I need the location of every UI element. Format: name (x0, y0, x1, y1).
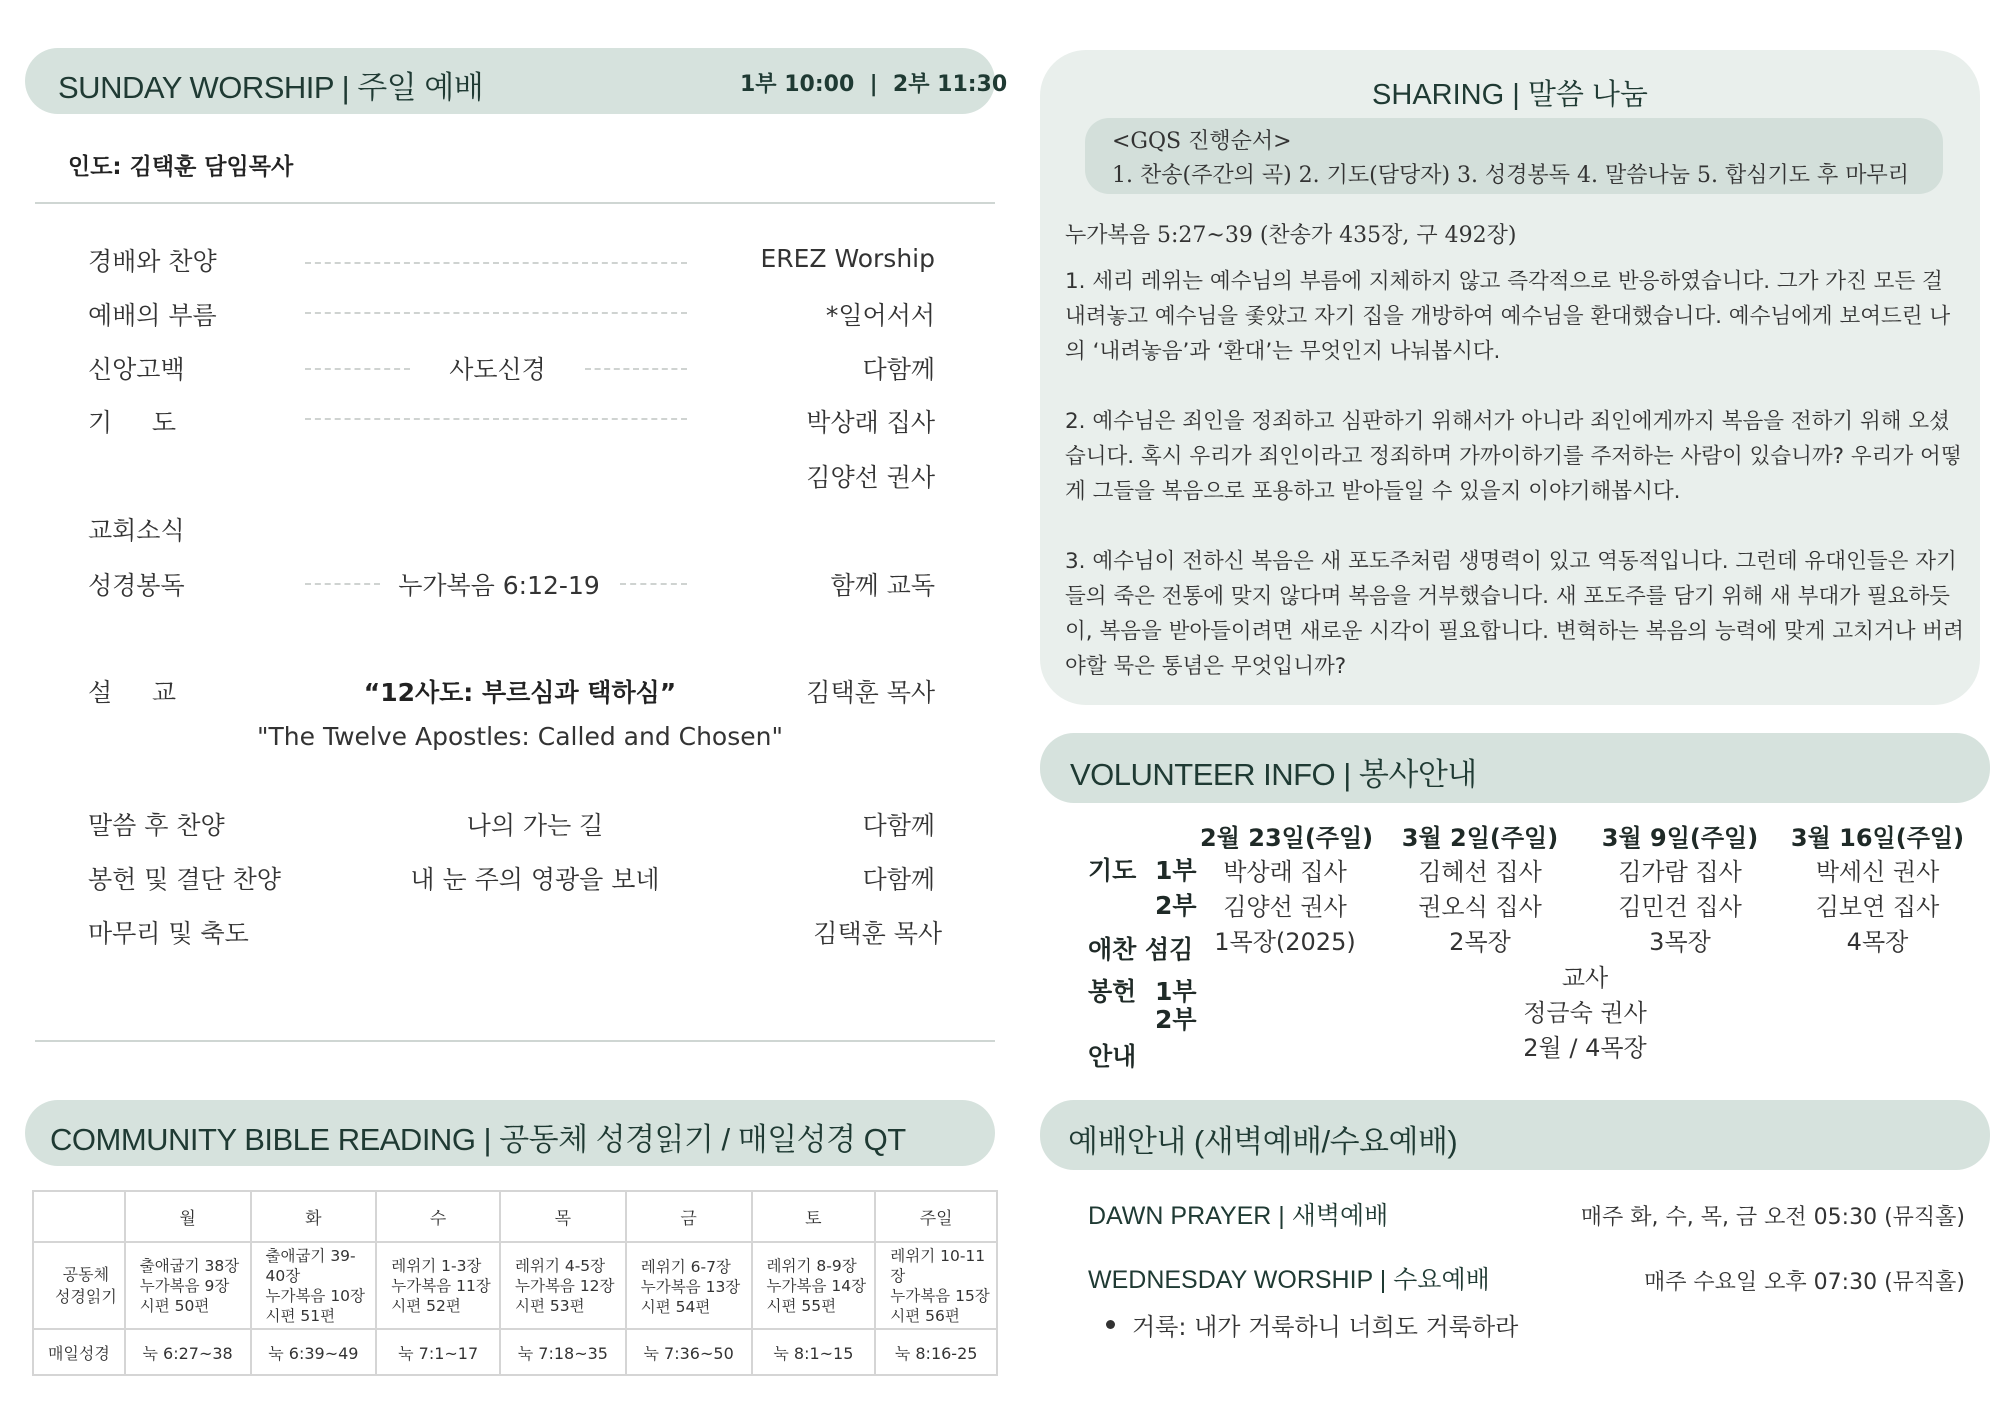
order-right: 김택훈 목사 (813, 919, 942, 948)
worship-times: 1부 10:00 | 2부 11:30 (740, 72, 1008, 97)
choir-cell: 4목장 (1846, 928, 1909, 956)
gqs-heading: <GQS 진행순서> (1112, 129, 1292, 154)
table-cell: 레위기 4-5장 누가복음 12장 시편 53편 (500, 1242, 626, 1329)
dotted-leader (620, 583, 687, 585)
sharing-title: SHARING | 말씀 나눔 (1372, 79, 1648, 111)
table-cell: 눅 6:27~38 (125, 1329, 251, 1375)
guide-cell: 2월 / 4목장 (1523, 1034, 1647, 1062)
prayer2-cell: 권오식 집사 (1418, 893, 1542, 921)
volunteer-date: 3월 16일(주일) (1790, 824, 1965, 852)
table-cell: 출애굽기 38장 누가복음 9장 시편 50편 (125, 1242, 251, 1329)
sharing-passage: 누가복음 5:27~39 (찬송가 435장, 구 492장) (1065, 223, 1517, 248)
day-header: 주일 (875, 1191, 997, 1242)
order-right: 김양선 권사 (806, 463, 935, 492)
day-header: 수 (376, 1191, 500, 1242)
volunteer-date: 2월 23일(주일) (1200, 824, 1374, 852)
wednesday-note: 거룩: 내가 거룩하니 너희도 거룩하라 (1132, 1313, 1519, 1341)
gqs-steps: 1. 찬송(주간의 곡) 2. 기도(담당자) 3. 성경봉독 4. 말씀나눔 5. 합심기도 후 마무리 (1112, 163, 1910, 188)
dotted-leader (305, 418, 687, 420)
dawn-label: DAWN PRAYER | 새벽예배 (1088, 1202, 1389, 1230)
order-right: 함께 교독 (830, 571, 935, 600)
sermon-title: “12사도: 부르심과 택하심” (363, 678, 677, 707)
order-label: 기 도 (88, 408, 177, 437)
label-choir: 애찬 섬김 (1088, 935, 1194, 964)
order-label: 신앙고백 (88, 355, 185, 384)
label-offering: 봉헌 (1088, 977, 1137, 1006)
choir-cell: 3목장 (1649, 928, 1711, 956)
order-label: 교회소식 (88, 516, 185, 545)
day-header: 금 (626, 1191, 752, 1242)
prayer1-cell: 김혜선 집사 (1418, 858, 1542, 886)
order-label: 봉헌 및 결단 찬양 (88, 865, 281, 894)
day-header: 월 (125, 1191, 251, 1242)
sharing-question: 1. 세리 레위는 예수님의 부름에 지체하지 않고 즉각적으로 반응하였습니다. 그가 가진 모든 걸 내려놓고 예수님을 좇았고 자기 집을 개방하여 예수님을 환대했습니다. 예수님에게 보여드린 나의 ‘내려놓음’과 ‘환대’는 무엇인지 나눠봅시다. (1065, 269, 1951, 364)
dotted-leader (585, 368, 687, 370)
order-right: *일어서서 (825, 301, 935, 330)
choir-cell: 2목장 (1449, 928, 1511, 956)
table-header-row (33, 1191, 997, 1242)
table-cell: 눅 7:18~35 (500, 1329, 626, 1375)
table-cell: 레위기 1-3장 누가복음 11장 시편 52편 (376, 1242, 500, 1329)
services-title: 예배안내 (새벽예배/수요예배) (1068, 1124, 1458, 1159)
table-cell: 레위기 6-7장 누가복음 13장 시편 54편 (626, 1242, 752, 1329)
prayer1-cell: 박상래 집사 (1223, 858, 1347, 886)
choir-cell: 1목장(2025) (1214, 928, 1356, 956)
day-header: 화 (251, 1191, 377, 1242)
sermon-subtitle: "The Twelve Apostles: Called and Chosen" (257, 722, 783, 751)
dotted-leader (305, 583, 380, 585)
offering1-cell: 교사 (1561, 964, 1609, 992)
table-cell: 눅 7:36~50 (626, 1329, 752, 1375)
day-header: 목 (500, 1191, 626, 1242)
order-right: EREZ Worship (760, 244, 935, 273)
order-right: 박상래 집사 (806, 408, 935, 437)
table-cell: 눅 6:39~49 (251, 1329, 377, 1375)
dawn-time: 매주 화, 수, 목, 금 오전 05:30 (뮤직홀) (1580, 1205, 1965, 1230)
prayer2-cell: 김민건 집사 (1618, 893, 1742, 921)
order-right: 다함께 (862, 865, 935, 894)
order-center: 나의 가는 길 (466, 811, 604, 840)
table-row (33, 1329, 997, 1375)
table-corner (33, 1191, 125, 1242)
order-label: 말씀 후 찬양 (88, 811, 225, 840)
label-second: 2부 (1155, 891, 1197, 920)
order-center: 사도신경 (449, 355, 546, 384)
order-label: 성경봉독 (88, 571, 185, 600)
prayer2-cell: 김양선 권사 (1223, 893, 1347, 921)
label-first: 1부 (1155, 977, 1197, 1006)
sharing-question: 2. 예수님은 죄인을 정죄하고 심판하기 위해서가 아니라 죄인에게까지 복음을 전하기 위해 오셨습니다. 혹시 우리가 죄인이라고 정죄하며 가까이하기를 주저하는 사람이 있습니까? 우리가 어떻게 그들을 복음으로 포용하고 받아들일 수 있을지 이야기해봅시다. (1065, 409, 1962, 504)
wednesday-label: WEDNESDAY WORSHIP | 수요예배 (1088, 1266, 1490, 1294)
reading-table (32, 1190, 998, 1376)
worship-title: SUNDAY WORSHIP | 주일 예배 (58, 70, 484, 105)
divider (35, 202, 995, 204)
prayer1-cell: 김가람 집사 (1618, 858, 1742, 886)
prayer1-cell: 박세신 권사 (1815, 858, 1940, 886)
table-cell: 눅 8:16-25 (875, 1329, 997, 1375)
day-header: 토 (752, 1191, 876, 1242)
reading-title: COMMUNITY BIBLE READING | 공동체 성경읽기 / 매일성경 QT (50, 1122, 906, 1157)
table-cell: 레위기 8-9장 누가복음 14장 시편 55편 (752, 1242, 876, 1329)
order-label: 마무리 및 축도 (88, 919, 249, 948)
offering2-cell: 정금숙 권사 (1523, 999, 1647, 1027)
table-cell: 출애굽기 39-40장 누가복음 10장 시편 51편 (251, 1242, 377, 1329)
divider (35, 1040, 995, 1042)
table-cell: 눅 8:1~15 (752, 1329, 876, 1375)
order-center: 내 눈 주의 영광을 보네 (410, 865, 660, 894)
order-label: 예배의 부름 (88, 301, 217, 330)
order-right: 다함께 (862, 811, 935, 840)
label-prayer: 기도 (1088, 856, 1137, 885)
sermon-preacher: 김택훈 목사 (806, 678, 935, 707)
volunteer-title: VOLUNTEER INFO | 봉사안내 (1070, 757, 1477, 792)
table-row (33, 1242, 997, 1329)
dotted-leader (305, 312, 687, 314)
table-cell: 레위기 10-11장 누가복음 15장 시편 56편 (875, 1242, 997, 1329)
label-first: 1부 (1155, 856, 1197, 885)
label-guide: 안내 (1088, 1042, 1137, 1071)
row-label: 매일성경 (33, 1329, 125, 1375)
order-center: 누가복음 6:12-19 (398, 571, 600, 600)
order-right: 다함께 (862, 355, 935, 384)
volunteer-date: 3월 9일(주일) (1601, 824, 1759, 852)
row-label: 공동체 성경읽기 (33, 1242, 125, 1329)
table-cell: 눅 7:1~17 (376, 1329, 500, 1375)
prayer2-cell: 김보연 집사 (1815, 893, 1940, 921)
wednesday-time: 매주 수요일 오후 07:30 (뮤직홀) (1643, 1270, 1965, 1295)
order-label: 경배와 찬양 (88, 247, 217, 276)
volunteer-date: 3월 2일(주일) (1401, 824, 1559, 852)
worship-leader: 인도: 김택훈 담임목사 (68, 154, 294, 180)
label-second: 2부 (1155, 1005, 1197, 1034)
dotted-leader (305, 262, 687, 264)
dotted-leader (305, 368, 410, 370)
sermon-label: 설 교 (88, 678, 177, 707)
bullet-icon (1106, 1320, 1115, 1329)
sharing-question: 3. 예수님이 전하신 복음은 새 포도주처럼 생명력이 있고 역동적입니다. 그런데 유대인들은 자기들의 죽은 전통에 맞지 않다며 복음을 거부했습니다. 새 포도주를 담기 위해 새 부대가 필요하듯이, 복음을 받아들이려면 새로운 시각이 필요합니다. 변혁하는 복음의 능력에 맞게 고치거나 버려야할 묵은 통념은 무엇입니까? (1065, 549, 1964, 679)
